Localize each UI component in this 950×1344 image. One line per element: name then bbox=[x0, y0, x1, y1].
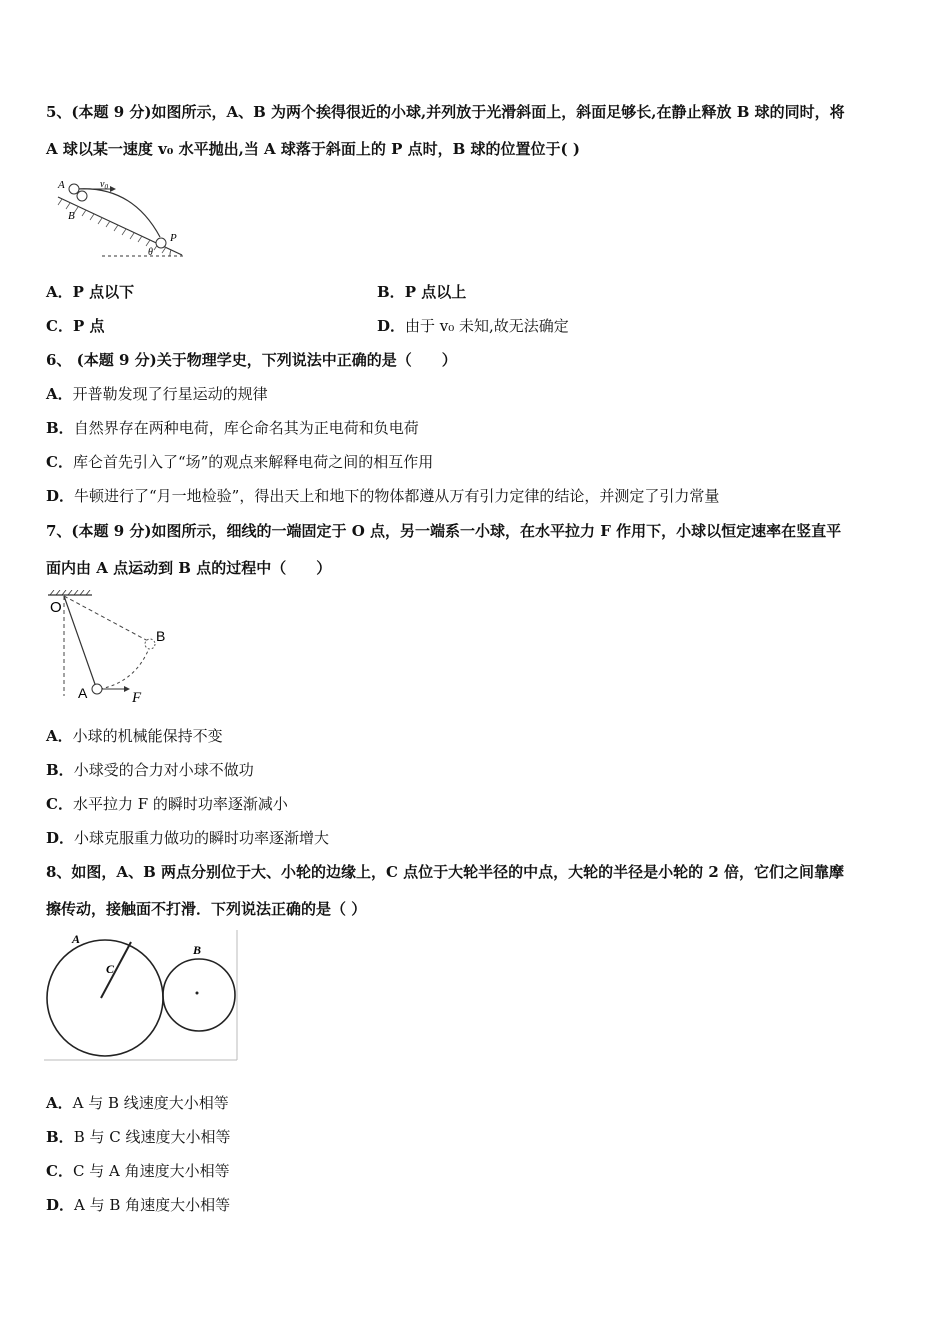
option-text: 自然界存在两种电荷，库仑命名其为正电荷和负电荷 bbox=[73, 419, 419, 437]
label-b: B bbox=[193, 943, 202, 957]
label-f: F bbox=[132, 690, 142, 706]
label-o: O bbox=[50, 599, 62, 616]
label-theta: θ bbox=[148, 247, 153, 258]
v0-arrowhead bbox=[110, 186, 116, 192]
arc-path-a-to-b bbox=[100, 646, 150, 689]
option-label: C． bbox=[46, 453, 73, 471]
option-label: D． bbox=[46, 487, 75, 505]
q7-pendulum-figure bbox=[44, 590, 174, 706]
q6-stem: 6、 (本题 9 分)关于物理学史，下列说法中正确的是（ ） bbox=[46, 351, 457, 369]
option-label: A． bbox=[46, 727, 73, 745]
option-label: C． bbox=[46, 317, 73, 335]
option-text: 牛顿进行了“月一地检验”，得出天上和地下的物体都遵从万有引力定律的结论，并测定了引力常量 bbox=[74, 487, 720, 505]
option-label: D． bbox=[377, 317, 406, 335]
ball-b bbox=[77, 191, 87, 201]
q6-option-b[interactable] bbox=[46, 418, 419, 438]
label-p: P bbox=[170, 232, 177, 244]
option-label: C． bbox=[46, 795, 73, 813]
label-a: A bbox=[78, 685, 88, 701]
option-label: A． bbox=[46, 385, 73, 403]
option-text: 水平拉力 F 的瞬时功率逐渐减小 bbox=[72, 795, 288, 813]
ball-at-p bbox=[156, 238, 166, 248]
option-text: 库仑首先引入了“场”的观点来解释电荷之间的相互作用 bbox=[72, 453, 434, 471]
option-label: A． bbox=[46, 1094, 73, 1112]
option-text: A 与 B 角速度大小相等 bbox=[74, 1196, 231, 1214]
label-c: C bbox=[106, 962, 115, 976]
string-to-b bbox=[64, 596, 148, 641]
q8-stem-line2: 擦传动，接触面不打滑．下列说法正确的是（ ） bbox=[46, 900, 367, 918]
q6-option-d[interactable] bbox=[46, 486, 719, 506]
q5-incline-figure bbox=[52, 175, 192, 263]
option-label: A． bbox=[46, 283, 73, 301]
label-a: A bbox=[58, 179, 65, 191]
q7-option-a[interactable] bbox=[46, 726, 223, 746]
q7-option-b[interactable] bbox=[46, 760, 254, 780]
small-wheel-center bbox=[196, 992, 199, 995]
q6-option-a[interactable] bbox=[46, 384, 268, 404]
option-label: B． bbox=[46, 1128, 74, 1146]
option-text: B 与 C 线速度大小相等 bbox=[73, 1128, 231, 1146]
q8-option-c[interactable] bbox=[46, 1161, 230, 1181]
q7-stem-line1: 7、(本题 9 分)如图所示，细线的一端固定于 O 点，另一端系一小球，在水平拉力 F 作用下，小球以恒定速率在竖直平 bbox=[46, 522, 842, 540]
q5-stem-line2: A 球以某一速度 v₀ 水平抛出,当 A 球落于斜面上的 P 点时，B 球的位置位于( ) bbox=[46, 140, 580, 158]
big-wheel bbox=[47, 940, 163, 1056]
string-to-a bbox=[64, 596, 96, 687]
q8-option-d[interactable] bbox=[46, 1195, 230, 1215]
trajectory-curve bbox=[76, 189, 160, 237]
label-b: B bbox=[68, 210, 75, 222]
small-wheel bbox=[163, 959, 235, 1031]
q5-option-a[interactable] bbox=[46, 282, 134, 302]
option-text: 开普勒发现了行星运动的规律 bbox=[72, 385, 268, 403]
option-label: B． bbox=[46, 419, 74, 437]
ceiling-hatching bbox=[50, 590, 90, 595]
option-text: P 点 bbox=[72, 317, 105, 335]
option-label: B． bbox=[46, 761, 74, 779]
option-label: D． bbox=[46, 1196, 75, 1214]
option-text: P 点以上 bbox=[404, 283, 467, 301]
q8-stem-line1: 8、如图，A、B 两点分别位于大、小轮的边缘上，C 点位于大轮半径的中点，大轮的半径是小轮的 2 倍，它们之间靠摩 bbox=[46, 863, 845, 881]
q5-stem-line1: 5、(本题 9 分)如图所示，A、B 为两个挨得很近的小球,并列放于光滑斜面上，斜面足够长,在静止释放 B 球的同时，将 bbox=[46, 103, 845, 121]
option-text: P 点以下 bbox=[72, 283, 135, 301]
q6-option-c[interactable] bbox=[46, 452, 433, 472]
ball-b bbox=[145, 639, 155, 649]
q8-option-a[interactable] bbox=[46, 1093, 229, 1113]
q8-wheels-figure bbox=[44, 930, 240, 1062]
option-text: 小球受的合力对小球不做功 bbox=[73, 761, 254, 779]
q5-option-b[interactable] bbox=[377, 282, 466, 302]
q7-option-d[interactable] bbox=[46, 828, 329, 848]
option-label: D． bbox=[46, 829, 75, 847]
theta-arc bbox=[170, 250, 171, 256]
ball-a bbox=[92, 684, 102, 694]
option-text: C 与 A 角速度大小相等 bbox=[72, 1162, 230, 1180]
q7-stem-line2: 面内由 A 点运动到 B 点的过程中（ ） bbox=[46, 559, 332, 577]
option-text: 由于 v₀ 未知,故无法确定 bbox=[405, 317, 569, 335]
q7-option-c[interactable] bbox=[46, 794, 288, 814]
option-text: 小球的机械能保持不变 bbox=[72, 727, 223, 745]
q5-option-c[interactable] bbox=[46, 316, 104, 336]
option-label: C． bbox=[46, 1162, 73, 1180]
q5-option-d[interactable] bbox=[377, 316, 569, 336]
option-label: B． bbox=[377, 283, 405, 301]
option-text: 小球克服重力做功的瞬时功率逐渐增大 bbox=[74, 829, 330, 847]
incline-hatching bbox=[58, 199, 166, 253]
option-text: A 与 B 线速度大小相等 bbox=[72, 1094, 229, 1112]
ball-a bbox=[69, 184, 79, 194]
q8-option-b[interactable] bbox=[46, 1127, 231, 1147]
force-arrowhead bbox=[124, 686, 130, 692]
label-v0: $v_0$ bbox=[100, 179, 108, 191]
label-a: A bbox=[72, 932, 81, 946]
label-b: B bbox=[156, 628, 166, 644]
